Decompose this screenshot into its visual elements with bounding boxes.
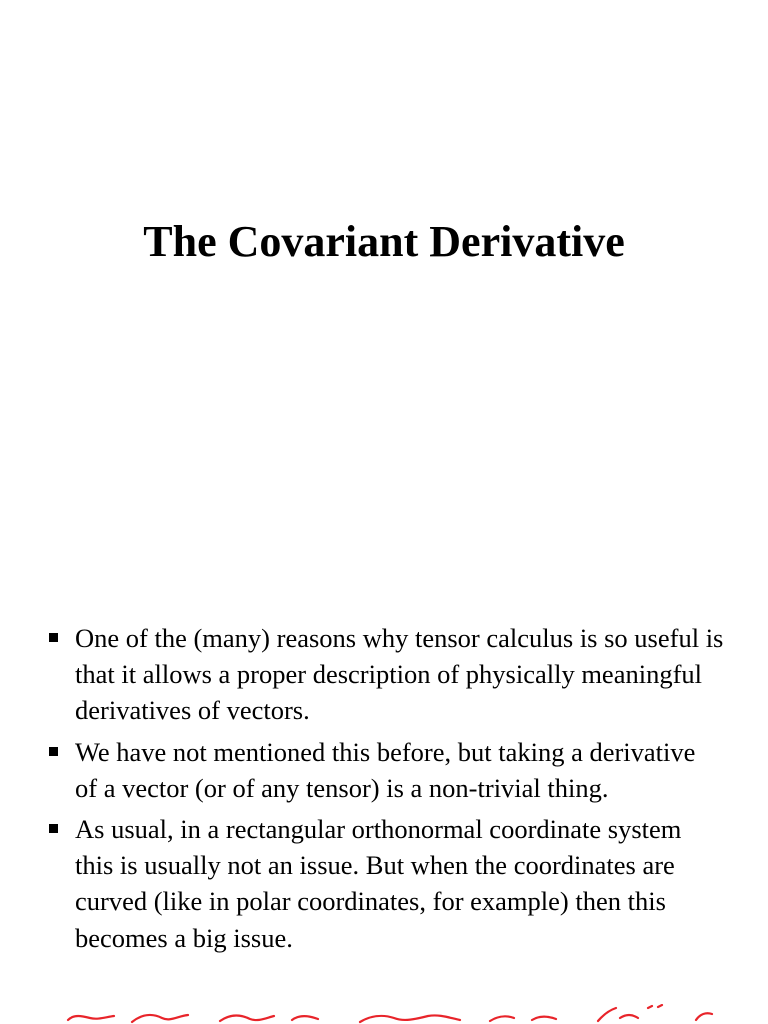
ink-stroke: [532, 1017, 556, 1021]
ink-stroke: [220, 1015, 274, 1021]
bullet-item: [44, 620, 724, 729]
bullet-item: [44, 811, 724, 956]
handwritten-annotation: [60, 1004, 720, 1024]
bullet-text: One of the (many) reasons why tensor calculus is so useful is that it allows a proper description of physically meaningful derivatives of vectors.: [75, 623, 724, 726]
ink-stroke: [68, 1016, 114, 1020]
slide-title: The Covariant Derivative: [143, 217, 625, 266]
bullet-list: [44, 620, 724, 961]
ink-stroke: [292, 1016, 318, 1020]
square-bullet-icon: [49, 824, 58, 833]
bullet-text: As usual, in a rectangular orthonormal coordinate system this is usually not an issue. But when the coordinates are curved (like in polar coordinates, for example) then this becomes a big issue.: [75, 814, 682, 953]
ink-stroke: [132, 1015, 188, 1022]
bullet-item: [44, 734, 724, 806]
ink-stroke: [696, 1013, 712, 1020]
bullet-text: We have not mentioned this before, but taking a derivative of a vector (or of any tensor) is a non-trivial thing.: [75, 736, 696, 803]
ink-stroke: [648, 1005, 662, 1008]
ink-stroke: [598, 1008, 638, 1021]
square-bullet-icon: [49, 747, 58, 756]
ink-stroke: [490, 1016, 514, 1021]
ink-stroke: [360, 1015, 460, 1022]
square-bullet-icon: [49, 633, 58, 642]
